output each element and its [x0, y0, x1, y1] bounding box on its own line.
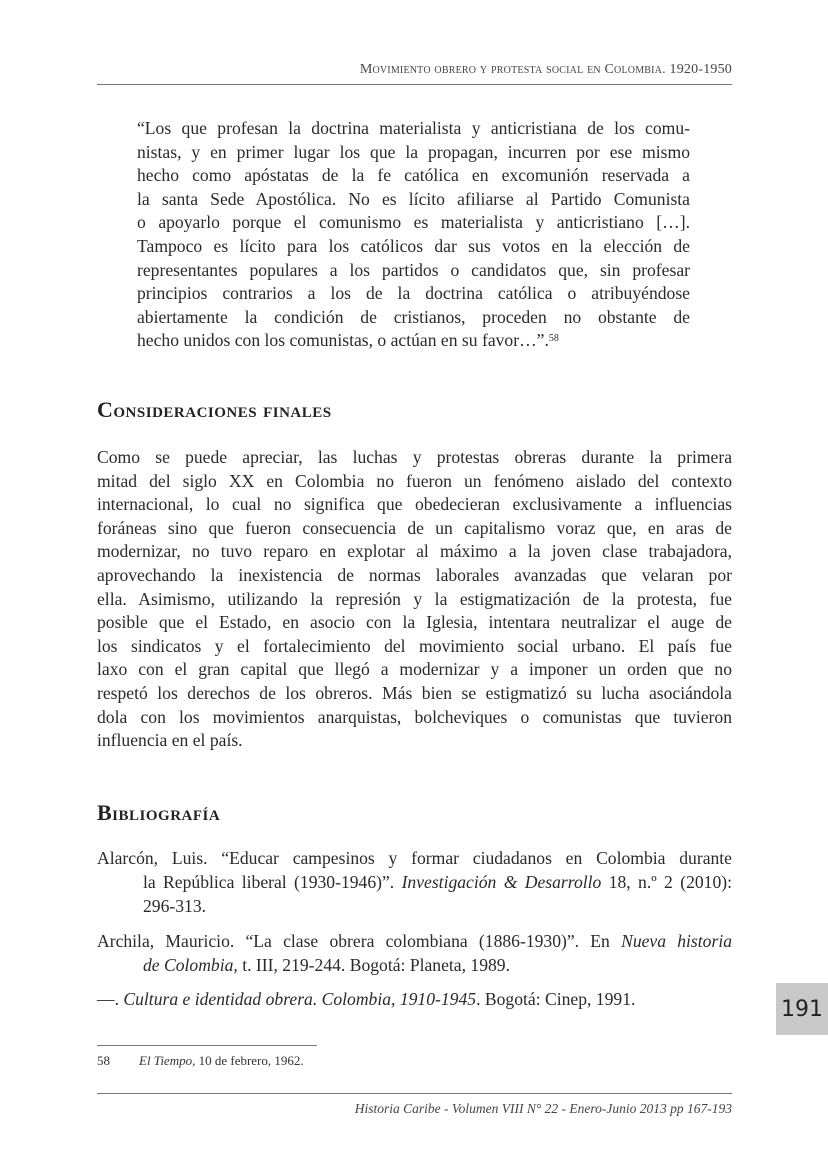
quote-line: “Los que profesan la doctrina materialista y anticristiana de los comu- [137, 118, 690, 138]
para-line: los sindicatos y el fortalecimiento del movimiento social urbano. El país fue [97, 635, 732, 656]
para-line: dola con los movimientos anarquistas, bolcheviques o comunistas que tuvieron [97, 706, 732, 727]
quote-line [137, 329, 690, 353]
header-rule [97, 84, 732, 85]
bib-text: Archila, Mauricio. “La clase obrera colombiana (1886-1930)”. En [97, 931, 622, 951]
footnote-rule [97, 1045, 317, 1046]
running-head: Movimiento obrero y protesta social en Colombia. 1920-1950 [359, 62, 732, 77]
block-quote [137, 117, 690, 353]
bib-entry [97, 929, 732, 977]
quote-line: hecho como apóstatas de la fe católica en excomunión reservada a [137, 165, 690, 186]
journal-title: Investigación & Desarrollo [401, 872, 602, 892]
bib-entry [97, 987, 732, 1011]
quote-line: principios contrarios a los de la doctrina católica o atribuyéndose [137, 283, 690, 304]
para-line: posible que el Estado, en asocio con la Iglesia, intentara neutralizar el auge de [97, 612, 732, 633]
section-heading-consideraciones: Consideraciones finales [97, 397, 332, 422]
para-line: influencia en el país. [97, 730, 243, 751]
bib-line [97, 870, 732, 894]
bib-line [97, 953, 732, 977]
quote-line: la santa Sede Apostólica. No es lícito afiliarse al Partido Comunista [137, 188, 690, 209]
page-number: 191 [776, 983, 828, 1035]
bib-line [97, 929, 732, 953]
footnote-title: El Tiempo [139, 1053, 193, 1068]
para-line: respetó los derechos de los obreros. Más bien se estigmatizó su lucha asociándola [97, 682, 732, 703]
quote-line: abiertamente la condición de cristianos, proceden no obstante de [137, 306, 690, 327]
bib-text: 18, n.º 2 (2010): [601, 872, 732, 892]
para-line: ella. Asimismo, utilizando la represión y la estigmatización de la protesta, fue [97, 588, 732, 609]
para-line: mitad del siglo XX en Colombia no fueron un fenómeno aislado del contexto [97, 470, 732, 491]
body-paragraph [97, 446, 732, 753]
book-title: Cultura e identidad obrera. Colombia, 1910-1945 [123, 989, 477, 1009]
section-heading-bibliografia: Bibliografía [97, 800, 221, 825]
bib-text: . Bogotá: Cinep, 1991. [476, 989, 636, 1009]
footnote-text: , 10 de febrero, 1962. [192, 1053, 304, 1068]
para-line: modernizar, no tuvo reparo en explotar al máximo a la joven clase trabajadora, [97, 541, 732, 562]
quote-line: nistas, y en primer lugar los que la propagan, incurren por ese mismo [137, 141, 690, 162]
quote-line-text: hecho unidos con los comunistas, o actúan en su favor…”. [137, 330, 549, 351]
bib-text: la República liberal (1930-1946)”. [143, 872, 402, 892]
footer-rule [97, 1093, 732, 1094]
bib-line: 296-313. [143, 896, 207, 916]
para-line: foráneas sino que fueron consecuencia de un capitalismo voraz que, en aras de [97, 517, 732, 538]
para-line: aprovechando la inexistencia de normas laborales avanzadas que velaran por [97, 564, 732, 585]
bib-line [97, 987, 732, 1011]
para-line: laxo con el gran capital que llegó a modernizar y a imponer un orden que no [97, 659, 732, 680]
quote-line: representantes populares a los partidos o candidatos que, sin profesar [137, 259, 690, 280]
bib-line: Alarcón, Luis. “Educar campesinos y formar ciudadanos en Colombia durante [97, 848, 732, 868]
quote-line: o apoyarlo porque el comunismo es materialista y anticristiano […]. [137, 212, 690, 233]
para-line: internacional, lo cual no significa que obedecieran exclusivamente a influencias [97, 494, 732, 515]
quote-line: Tampoco es lícito para los católicos dar sus votos en la elección de [137, 235, 690, 256]
book-title: Nueva historia [621, 931, 732, 951]
journal-footer: Historia Caribe - Volumen VIII N° 22 - Enero-Junio 2013 pp 167-193 [354, 1101, 732, 1116]
para-line: Como se puede apreciar, las luchas y protestas obreras durante la primera [97, 447, 732, 467]
bib-text: —. [97, 989, 124, 1009]
footnote-number: 58 [97, 1053, 110, 1068]
footnote-ref[interactable]: 58 [548, 333, 559, 345]
book-title: de Colombia, [143, 955, 238, 975]
footnote [97, 1053, 304, 1069]
bib-entry [97, 846, 732, 918]
bib-text: t. III, 219-244. Bogotá: Planeta, 1989. [237, 955, 510, 975]
